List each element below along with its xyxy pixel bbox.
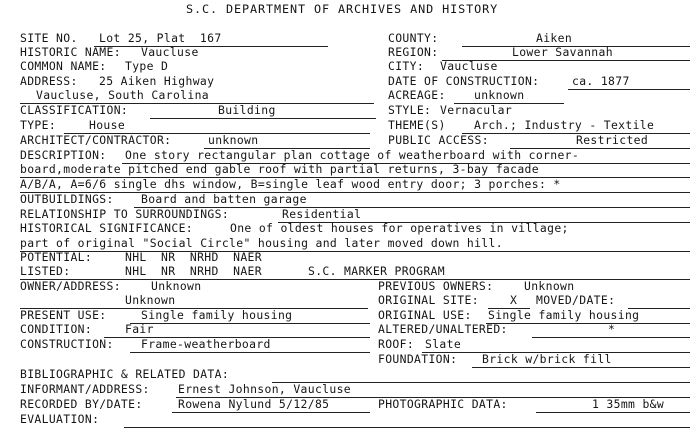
- common-name-value: Type D: [125, 59, 169, 73]
- public-access-label: PUBLIC ACCESS:: [388, 133, 489, 147]
- common-name-label: COMMON NAME:: [20, 59, 107, 73]
- date-construction-value: ca. 1877: [572, 74, 630, 88]
- construction-value: Frame-weatherboard: [141, 337, 271, 351]
- bibliographic-label: BIBLIOGRAPHIC & RELATED DATA:: [20, 367, 230, 381]
- foundation-underline: [472, 367, 690, 368]
- type-value: House: [89, 118, 126, 132]
- original-site-label: ORIGINAL SITE:: [378, 293, 479, 307]
- potential-options: NHL NR NRHD NAER: [125, 250, 262, 264]
- listed-options: NHL NR NRHD NAER: [125, 264, 262, 278]
- city-value: Vaucluse: [440, 59, 498, 73]
- owner-value-2: Unknown: [125, 293, 176, 307]
- architect-label: ARCHITECT/CONTRACTOR:: [20, 133, 172, 147]
- condition-label: CONDITION:: [20, 322, 93, 336]
- classification-label: CLASSIFICATION:: [20, 103, 129, 117]
- address-value-2: Vaucluse, South Carolina: [36, 88, 209, 102]
- recorded-label: RECORDED BY/DATE:: [20, 397, 143, 411]
- owner-label: OWNER/ADDRESS:: [20, 279, 121, 293]
- themes-label: THEME(S): [388, 118, 446, 132]
- informant-value: Ernest Johnson, Vaucluse: [178, 382, 351, 396]
- altered-label: ALTERED/UNALTERED:: [378, 322, 508, 336]
- significance-underline: [20, 251, 690, 252]
- description-line-2: board,moderate pitched end gable roof with partial returns, 3-bay facade: [20, 162, 539, 176]
- photographic-underline: [536, 412, 690, 413]
- description-line-3: A/B/A, A=6/6 single dhs window, B=single leaf wood entry door; 3 porches: *: [20, 177, 561, 191]
- site-no-label: SITE NO.: [20, 31, 78, 45]
- roof-value: Slate: [425, 337, 462, 351]
- informant-label: INFORMANT/ADDRESS:: [20, 382, 150, 396]
- recorded-underline: [172, 412, 370, 413]
- relationship-label: RELATIONSHIP TO SURROUNDINGS:: [20, 207, 230, 221]
- site-no-underline: [94, 46, 328, 47]
- description-label: DESCRIPTION:: [20, 148, 107, 162]
- classification-value: Building: [218, 103, 276, 117]
- description-line-1: One story rectangular plan cottage of weatherboard with corner-: [125, 148, 580, 162]
- classification-underline: [150, 118, 376, 119]
- present-use-value: Single family housing: [141, 308, 293, 322]
- site-no-value: Lot 25, Plat 167: [99, 31, 222, 45]
- city-label: CITY:: [388, 59, 425, 73]
- style-value: Vernacular: [440, 103, 513, 117]
- public-access-value: Restricted: [576, 133, 649, 147]
- foundation-label: FOUNDATION:: [378, 352, 458, 366]
- historic-name-value: Vaucluse: [141, 45, 199, 59]
- significance-label: HISTORICAL SIGNIFICANCE:: [20, 221, 193, 235]
- acreage-label: ACREAGE:: [388, 88, 446, 102]
- original-use-underline: [486, 323, 690, 324]
- evaluation-underline: [124, 427, 690, 428]
- description-underline-3: [20, 192, 690, 193]
- roof-label: ROOF:: [378, 337, 415, 351]
- photographic-label: PHOTOGRAPHIC DATA:: [378, 397, 508, 411]
- style-label: STYLE:: [388, 103, 432, 117]
- address-value-1: 25 Aiken Highway: [99, 74, 215, 88]
- historic-name-label: HISTORIC NAME:: [20, 45, 121, 59]
- present-use-label: PRESENT USE:: [20, 308, 107, 322]
- owner-value-1: Unknown: [151, 279, 202, 293]
- architect-value: unknown: [208, 133, 259, 147]
- relationship-value: Residential: [282, 207, 362, 221]
- county-label: COUNTY:: [388, 31, 439, 45]
- previous-owners-value: Unknown: [524, 279, 575, 293]
- date-construction-underline: [568, 89, 690, 90]
- page-title: S.C. DEPARTMENT OF ARCHIVES AND HISTORY: [186, 2, 499, 16]
- evaluation-label: EVALUATION:: [20, 412, 100, 426]
- acreage-value: unknown: [474, 88, 525, 102]
- outbuildings-value: Board and batten garage: [141, 192, 307, 206]
- previous-owners-label: PREVIOUS OWNERS:: [378, 279, 494, 293]
- date-construction-label: DATE OF CONSTRUCTION:: [388, 74, 540, 88]
- foundation-value: Brick w/brick fill: [482, 352, 612, 366]
- condition-value: Fair: [125, 322, 154, 336]
- marker-program: S.C. MARKER PROGRAM: [308, 264, 445, 278]
- recorded-value: Rowena Nylund 5/12/85: [178, 397, 330, 411]
- listed-label: LISTED:: [20, 264, 71, 278]
- moved-date-label: MOVED/DATE:: [536, 293, 616, 307]
- original-site-value: X: [510, 293, 518, 307]
- original-use-label: ORIGINAL USE:: [378, 308, 472, 322]
- county-value: Aiken: [536, 31, 573, 45]
- altered-underline: [532, 337, 690, 338]
- significance-line-2: part of original "Social Circle" housing and later moved down hill.: [20, 236, 503, 250]
- address-label: ADDRESS:: [20, 74, 78, 88]
- present-use-underline: [130, 323, 370, 324]
- region-value: Lower Savannah: [512, 45, 613, 59]
- photographic-value: 1 35mm b&w: [592, 397, 665, 411]
- potential-label: POTENTIAL:: [20, 250, 93, 264]
- altered-value: *: [608, 322, 616, 336]
- themes-value: Arch.; Industry - Textile: [474, 118, 655, 132]
- outbuildings-label: OUTBUILDINGS:: [20, 192, 114, 206]
- construction-label: CONSTRUCTION:: [20, 337, 114, 351]
- region-label: REGION:: [388, 45, 439, 59]
- significance-line-1: One of oldest houses for operatives in village;: [230, 221, 569, 235]
- type-label: TYPE:: [20, 118, 57, 132]
- construction-underline: [130, 352, 370, 353]
- original-use-value: Single family housing: [488, 308, 640, 322]
